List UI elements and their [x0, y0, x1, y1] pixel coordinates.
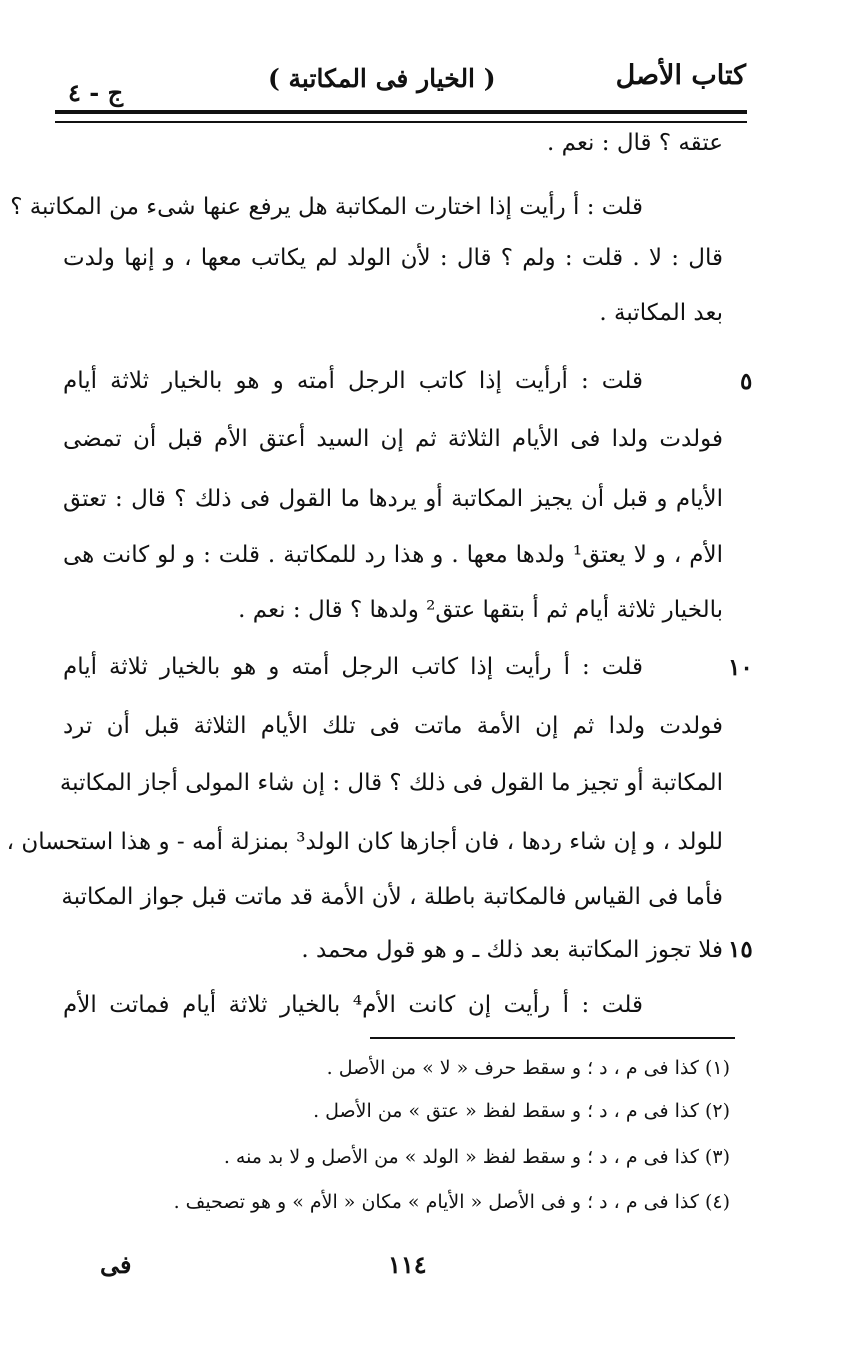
volume-label: ج - ٤ — [68, 78, 124, 107]
footnote-2: (٢) كذا فى م ، د ؛ و سقط لفظ « عتق » من الأصل . — [313, 1100, 730, 1122]
body-line: للولد ، و إن شاء ردها ، فان أجازها كان الولد³ بمنزلة أمه - و هذا استحسان ، — [6, 829, 723, 855]
footnote-1: (١) كذا فى م ، د ؛ و سقط حرف « لا » من الأصل . — [326, 1057, 730, 1079]
body-line: قلت : أ رأيت إذا اختارت المكاتبة هل يرفع عنها شىء من المكاتبة ؟ — [10, 194, 643, 220]
body-line: قلت : أرأيت إذا كاتب الرجل أمته و هو بالخيار ثلاثة أيام — [63, 368, 643, 394]
footnote-3: (٣) كذا فى م ، د ؛ و سقط لفظ « الولد » من الأصل و لا بد منه . — [223, 1146, 730, 1168]
book-title: كتاب الأصل — [615, 60, 746, 91]
body-line: فولدت ولدا ثم إن الأمة ماتت فى تلك الأيام الثلاثة قبل أن ترد — [63, 713, 723, 739]
body-line: فأما فى القياس فالمكاتبة باطلة ، لأن الأمة قد ماتت قبل جواز المكاتبة — [61, 884, 723, 910]
body-line: فولدت ولدا فى الأيام الثلاثة ثم إن السيد أعتق الأم قبل أن تمضى — [63, 426, 723, 452]
body-line: المكاتبة أو تجيز ما القول فى ذلك ؟ قال : إن شاء المولى أجاز المكاتبة — [59, 770, 723, 796]
catchword: فى — [100, 1250, 132, 1279]
footnote-rule — [370, 1037, 735, 1039]
header-rule-thin — [55, 121, 747, 123]
body-line: فلا تجوز المكاتبة بعد ذلك ـ و هو قول محمد . — [301, 937, 723, 963]
body-line: بالخيار ثلاثة أيام ثم أ بتقها عتق² ولدها ؟ قال : نعم . — [238, 597, 723, 623]
line-marker-10: ١٠ — [728, 654, 753, 681]
body-line: قلت : أ رأيت إذا كاتب الرجل أمته و هو بالخيار ثلاثة أيام — [63, 654, 643, 680]
body-line: قلت : أ رأيت إن كانت الأم⁴ بالخيار ثلاثة أيام فماتت الأم — [63, 992, 643, 1018]
body-line: الأم ، و لا يعتق¹ ولدها معها . و هذا رد للمكاتبة . قلت : و لو كانت هى — [63, 542, 724, 568]
line-marker-15: ١٥ — [728, 936, 753, 963]
footnote-4: (٤) كذا فى م ، د ؛ و فى الأصل « الأيام » مكان « الأم » و هو تصحيف . — [173, 1191, 730, 1213]
line-marker-5: ٥ — [740, 368, 753, 395]
body-line: الأيام و قبل أن يجيز المكاتبة أو يردها ما القول فى ذلك ؟ قال : تعتق — [63, 486, 723, 512]
header-rule-thick — [55, 110, 747, 114]
chapter-title: ( الخيار فى المكاتبة ) — [268, 64, 496, 93]
body-line: عتقه ؟ قال : نعم . — [547, 130, 723, 156]
page-number: ١١٤ — [388, 1250, 427, 1279]
body-line: قال : لا . قلت : ولم ؟ قال : لأن الولد لم يكاتب معها ، و إنها ولدت — [63, 245, 723, 271]
body-line: بعد المكاتبة . — [599, 300, 723, 326]
